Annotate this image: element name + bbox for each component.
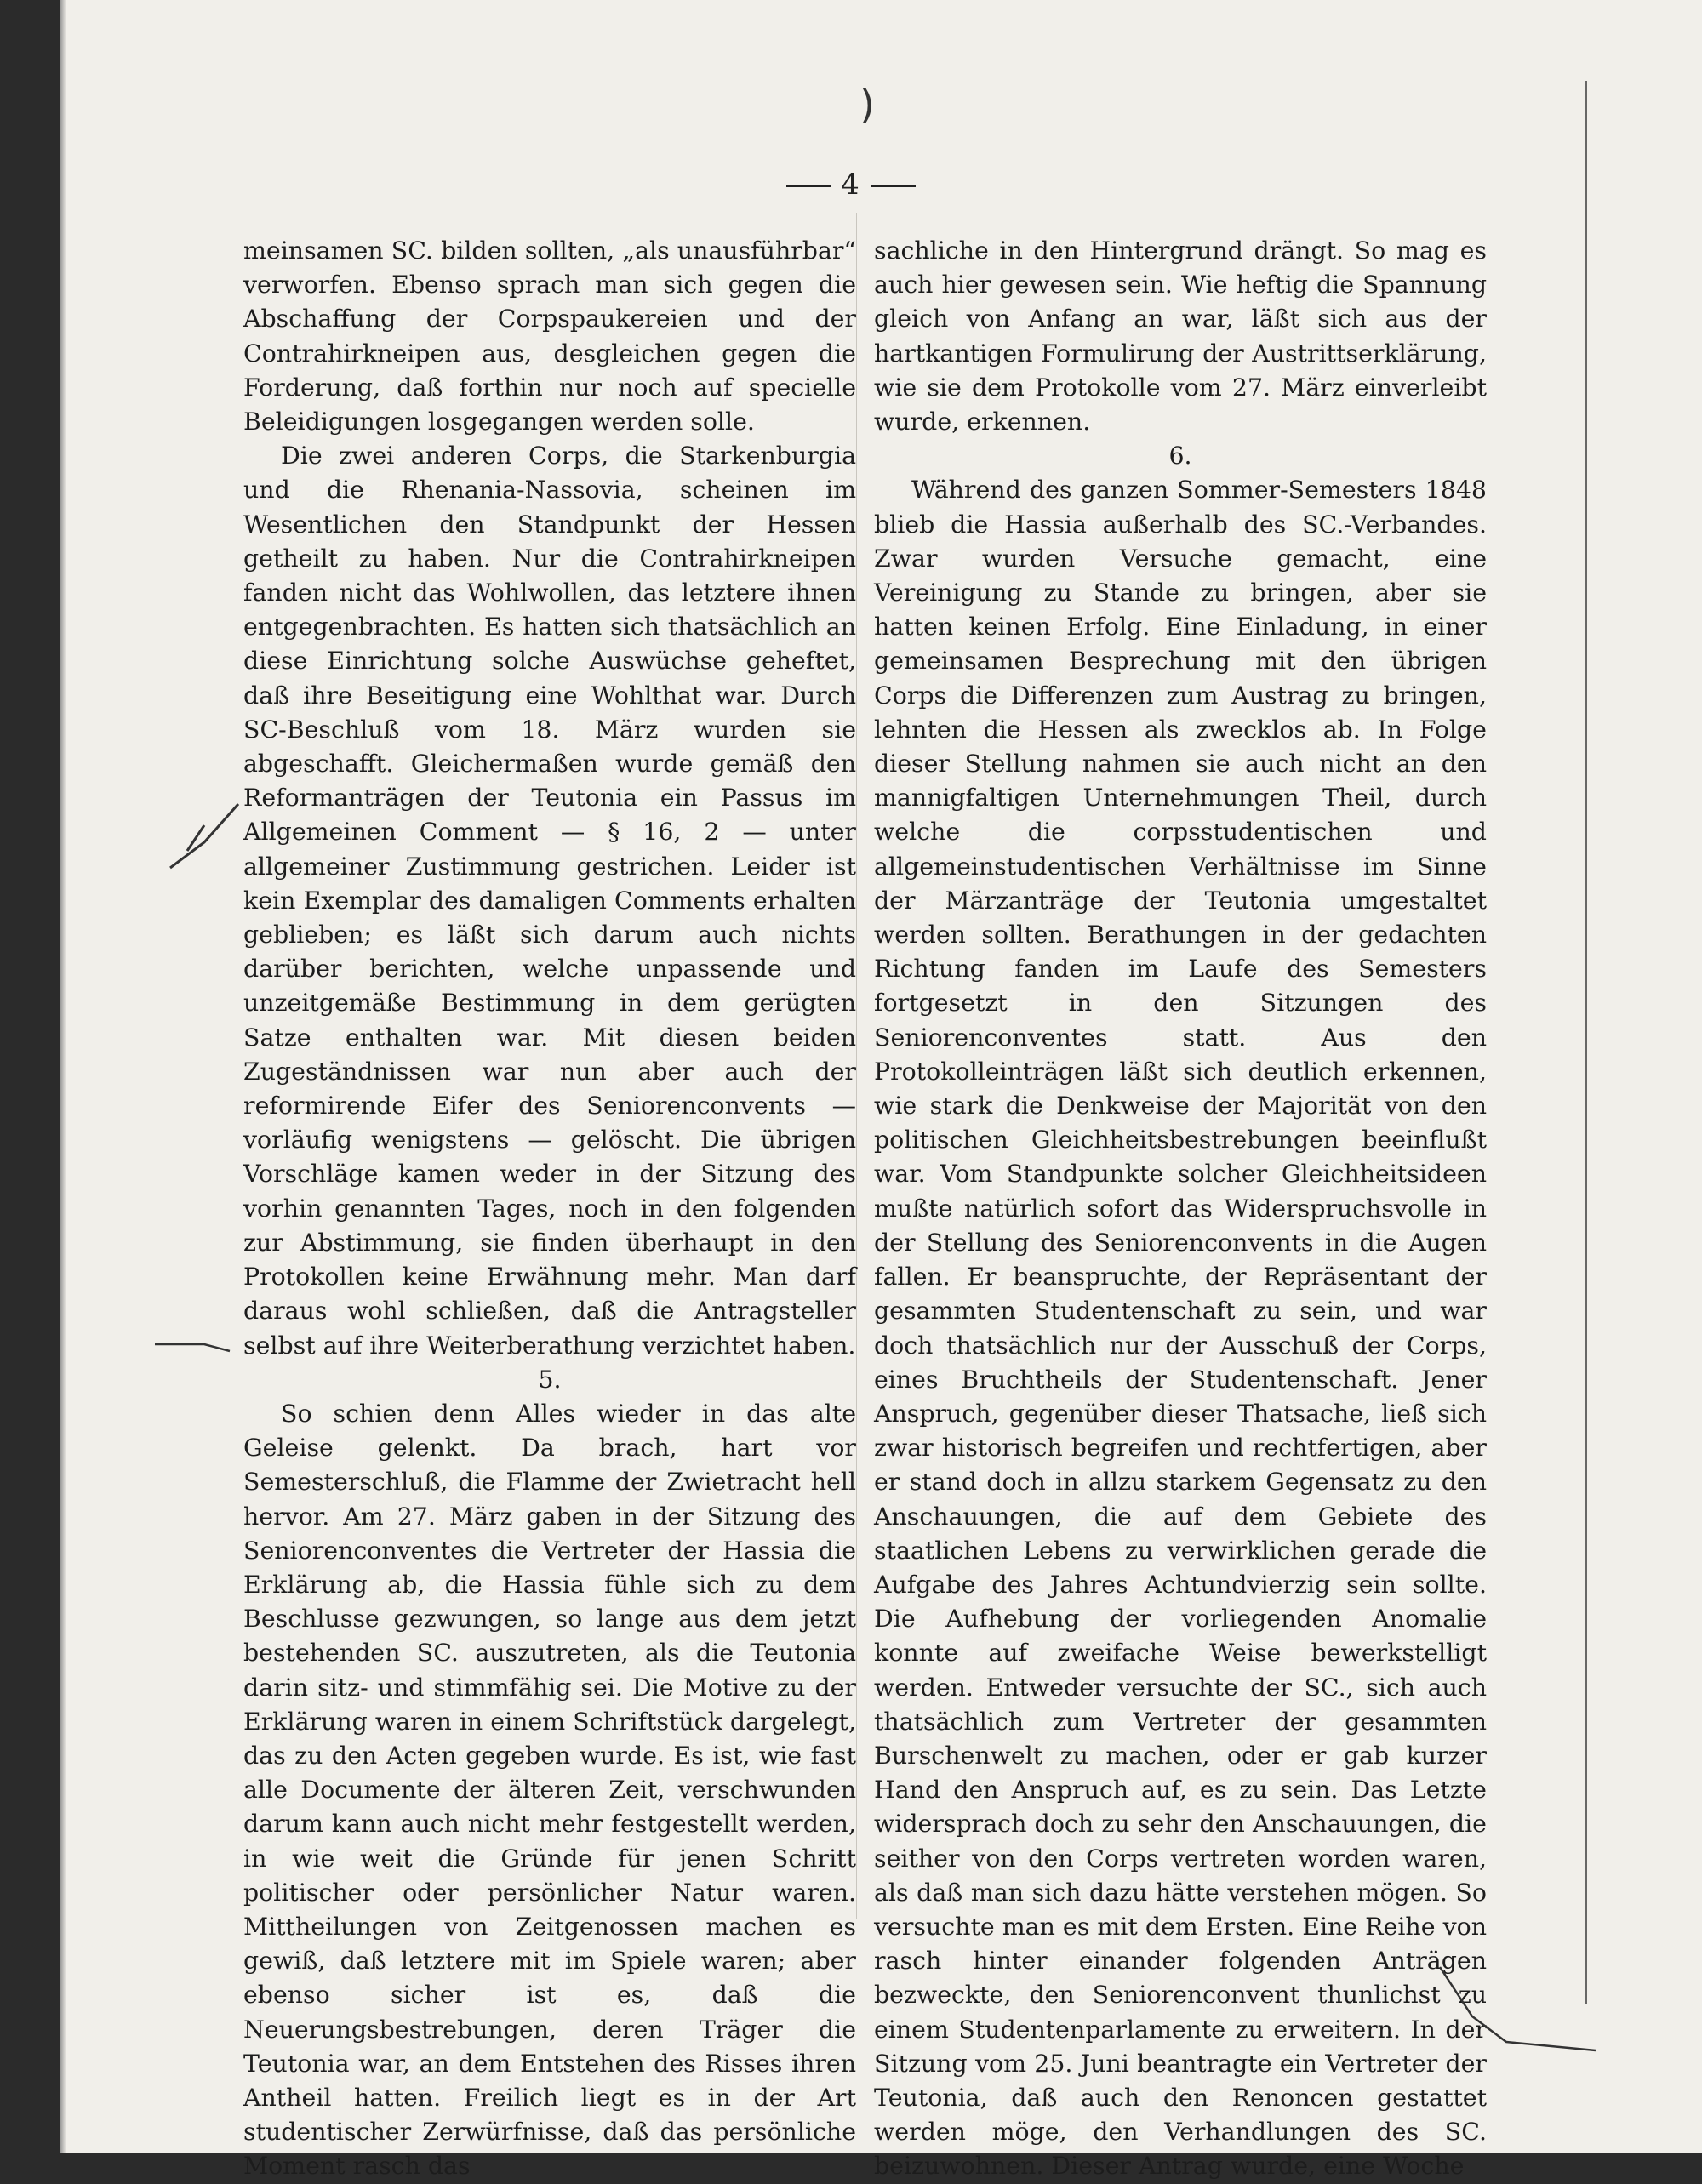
margin-rule xyxy=(1585,81,1587,2004)
margin-pencil-mark-bottom xyxy=(1438,1965,1600,2059)
page-number: 4 xyxy=(841,168,861,202)
page-number-line xyxy=(766,168,936,202)
left-paragraph-3: So schien denn Alles wieder in das alte Geleise gelenkt. Da brach, hart vor Semesterschluß, die Flamme der Zwietracht hell hervor. Am 27. März gaben in der Sitzung des Seniorenconventes die Vertreter der Hassia die Erklärung ab, die Hassia fühle sich zu dem Beschlusse gezwungen, so lange aus dem jetzt bestehenden SC. auszutreten, als die Teutonia darin sitz- und stimmfähig sei. Die Motive zu der Erklärung waren in einem Schriftstück dargelegt, das zu den Acten gegeben wurde. Es ist, wie fast alle Documente der älteren Zeit, verschwunden darum kann auch nicht mehr festgestellt werden, in wie weit die Gründe für jenen Schritt politischer oder persönlicher Natur waren. Mittheilungen von Zeitgenossen machen es gewiß, daß letztere mit im Spiele waren; aber ebenso sicher ist es, daß die Neuerungsbestrebungen, deren Träger die Teutonia war, an dem Entstehen des Risses ihren Antheil hatten. Freilich liegt es in der Art studentischer Zerwürfnisse, daß das persönliche Moment rasch das xyxy=(243,1399,856,2181)
page-number-dash-right xyxy=(871,185,916,187)
section-heading-6: 6. xyxy=(1168,442,1192,470)
left-column xyxy=(243,234,856,2184)
section-heading-5: 5. xyxy=(538,1365,562,1394)
left-paragraph-1: meinsamen SC. bilden sollten, „als unausführbar“ verworfen. Ebenso sprach man sich gegen die Abschaffung der Corpspaukereien und der Contrahirkneipen aus, desgleichen gegen die Forderung, daß forthin nur noch auf specielle Beleidigungen losgegangen werden solle. xyxy=(243,237,856,436)
page-number-dash-left xyxy=(786,185,831,187)
binding-gutter xyxy=(60,0,66,2153)
margin-pencil-mark-upper xyxy=(153,800,247,876)
margin-pencil-mark-lower xyxy=(153,1327,247,1361)
handwritten-bracket-mark: ) xyxy=(860,82,875,128)
column-divider xyxy=(856,213,857,1919)
right-paragraph-1: sachliche in den Hintergrund drängt. So mag es auch hier gewesen sein. Wie heftig die Spannung gleich von Anfang an war, läßt sich aus der hartkantigen Formulirung der Austrittserklärung, wie sie dem Protokolle vom 27. März einverleibt wurde, erkennen. xyxy=(874,237,1487,436)
left-paragraph-2: Die zwei anderen Corps, die Starkenburgia und die Rhenania-Nassovia, scheinen im Wesentlichen den Standpunkt der Hessen getheilt zu haben. Nur die Contrahirkneipen fanden nicht das Wohlwollen, das letztere ihnen entgegenbrachten. Es hatten sich thatsächlich an diese Einrichtung solche Auswüchse geheftet, daß ihre Beseitigung eine Wohlthat war. Durch SC-Beschluß vom 18. März wurden sie abgeschafft. Gleichermaßen wurde gemäß den Reformanträgen der Teutonia ein Passus im Allgemeinen Comment — § 16, 2 — unter allgemeiner Zustimmung gestrichen. Leider ist kein Exemplar des damaligen Comments erhalten geblieben; es läßt sich darum auch nichts darüber berichten, welche unpassende und unzeitgemäße Bestimmung in dem gerügten Satze enthalten war. Mit diesen beiden Zugeständnissen war nun aber auch der reformirende Eifer des Seniorenconvents — vorläufig wenigstens — gelöscht. Die übrigen Vorschläge kamen weder in der Sitzung des vorhin genannten Tages, noch in den folgenden zur Abstimmung, sie finden überhaupt in den Protokollen keine Erwähnung mehr. Man darf daraus wohl schließen, daß die Antragsteller selbst auf ihre Weiterberathung verzichtet haben. xyxy=(243,442,856,1360)
right-column xyxy=(874,234,1487,2184)
right-paragraph-2: Während des ganzen Sommer-Semesters 1848 blieb die Hassia außerhalb des SC.-Verbandes. Zwar wurden Versuche gemacht, eine Vereinigung zu Stande zu bringen, aber sie hatten keinen Erfolg. Eine Einladung, in einer gemeinsamen Besprechung mit den übrigen Corps die Differenzen zum Austrag zu bringen, lehnten die Hessen als zwecklos ab. In Folge dieser Stellung nahmen sie auch nicht an den mannigfaltigen Unternehmungen Theil, durch welche die corpsstudentischen und allgemeinstudentischen Verhältnisse im Sinne der Märzanträge der Teutonia umgestaltet werden sollten. Berathungen in der gedachten Richtung fanden im Laufe des Semesters fortgesetzt in den Sitzungen des Seniorenconventes statt. Aus den Protokolleinträgen läßt sich deutlich erkennen, wie stark die Denkweise der Majorität von den politischen Gleichheitsbestrebungen beeinflußt war. Vom Standpunkte solcher Gleichheitsideen mußte natürlich sofort das Widerspruchsvolle in der Stellung des Seniorenconvents in die Augen fallen. Er beanspruchte, der Repräsentant der gesammten Studentenschaft zu sein, und war doch thatsächlich nur der Ausschuß der Corps, eines Bruchtheils der Studentenschaft. Jener Anspruch, gegenüber dieser Thatsache, ließ sich zwar historisch begreifen und rechtfertigen, aber er stand doch in allzu starkem Gegensatz zu den Anschauungen, die auf dem Gebiete des staatlichen Lebens zu verwirklichen gerade die Aufgabe des Jahres Achtundvierzig sein sollte. Die Aufhebung der vorliegenden Anomalie konnte auf zweifache Weise bewerkstelligt werden. Entweder versuchte der SC., sich auch thatsächlich zum Vertreter der gesammten Burschenwelt zu machen, oder er gab kurzer Hand den Anspruch auf, es zu sein. Das Letzte widersprach doch zu sehr den Anschauungen, die seither von den Corps vertreten worden waren, als daß man sich dazu hätte verstehen mögen. So versuchte man es mit dem Ersten. Eine Reihe von rasch hinter einander folgenden Anträgen bezweckte, den Seniorenconvent thunlichst zu einem Studentenparlamente zu erweitern. In der Sitzung vom 25. Juni beantragte ein Vertreter der Teutonia, daß auch den Renoncen gestattet werden möge, den Verhandlungen des SC. beizuwohnen. Dieser Antrag wurde, eine Woche xyxy=(874,476,1487,2181)
